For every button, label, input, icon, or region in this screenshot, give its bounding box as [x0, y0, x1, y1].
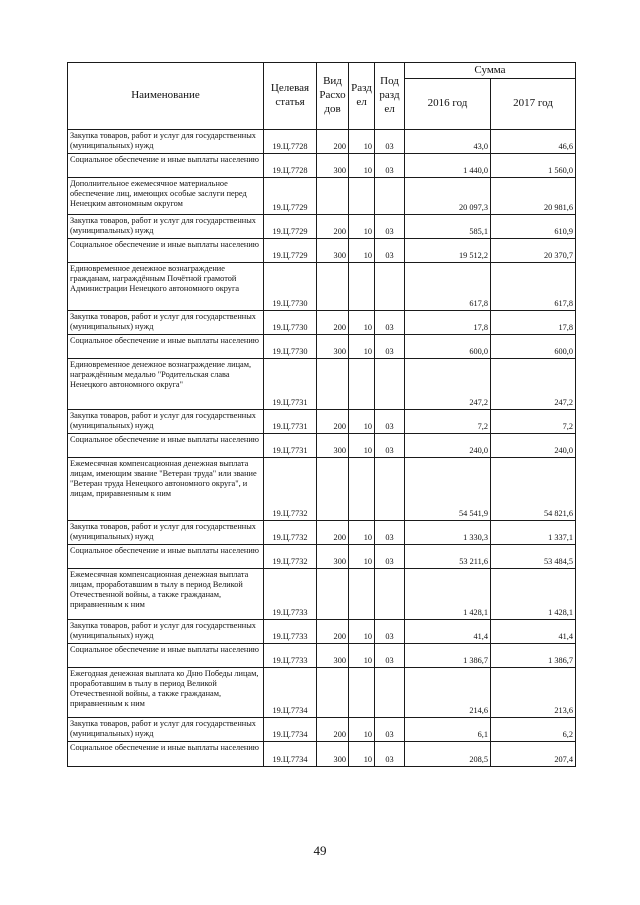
- row-section: [349, 263, 375, 311]
- row-section: 10: [349, 154, 375, 178]
- row-name: Ежемесячная компенсационная денежная выплата лицам, имеющим звание "Ветеран труда" или звание "Ветеран труда Ненецкого автономного округа", и лицам, приравненным к ним: [68, 458, 264, 521]
- row-subsection: 03: [375, 335, 405, 359]
- row-sum-2017: 7,2: [491, 410, 576, 434]
- row-name: Дополнительное ежемесячное материальное обеспечение лиц, имеющих особые заслуги перед Ненецким автономным округом: [68, 178, 264, 215]
- row-target-article: 19.Ц.7731: [264, 410, 317, 434]
- row-name: Закупка товаров, работ и услуг для государственных (муниципальных) нужд: [68, 718, 264, 742]
- row-name: Ежегодная денежная выплата ко Дню Победы лицам, проработавшим в тылу в период Великой Отечественной войны, а также гражданам, приравненным к ним: [68, 668, 264, 718]
- row-section: 10: [349, 620, 375, 644]
- row-target-article: 19.Ц.7731: [264, 434, 317, 458]
- table-row: [68, 311, 576, 335]
- row-name: Социальное обеспечение и иные выплаты населению: [68, 239, 264, 263]
- row-expense-type: 300: [317, 742, 349, 767]
- row-expense-type: [317, 359, 349, 410]
- row-expense-type: 200: [317, 130, 349, 154]
- table-row: [68, 335, 576, 359]
- row-expense-type: 200: [317, 718, 349, 742]
- row-sum-2017: 207,4: [491, 742, 576, 767]
- table-row: [68, 263, 576, 311]
- table-row: [68, 668, 576, 718]
- row-section: 10: [349, 545, 375, 569]
- row-target-article: 19.Ц.7734: [264, 742, 317, 767]
- row-subsection: 03: [375, 239, 405, 263]
- row-sum-2016: 617,8: [405, 263, 491, 311]
- row-section: [349, 359, 375, 410]
- row-subsection: [375, 458, 405, 521]
- row-sum-2017: 610,9: [491, 215, 576, 239]
- row-section: 10: [349, 130, 375, 154]
- row-expense-type: 300: [317, 545, 349, 569]
- row-target-article: 19.Ц.7731: [264, 359, 317, 410]
- header-year-2017: 2017 год: [491, 79, 576, 130]
- row-sum-2016: 585,1: [405, 215, 491, 239]
- table-row: [68, 620, 576, 644]
- row-section: 10: [349, 311, 375, 335]
- row-sum-2017: 1 428,1: [491, 569, 576, 620]
- row-name: Ежемесячная компенсационная денежная выплата лицам, проработавшим в тылу в период Великой Отечественной войны, а также гражданам, приравненным к ним: [68, 569, 264, 620]
- table-row: [68, 359, 576, 410]
- row-subsection: 03: [375, 644, 405, 668]
- row-sum-2016: 53 211,6: [405, 545, 491, 569]
- row-subsection: 03: [375, 434, 405, 458]
- row-section: 10: [349, 239, 375, 263]
- page-number: 49: [313, 843, 327, 858]
- row-sum-2016: 1 386,7: [405, 644, 491, 668]
- row-expense-type: 200: [317, 620, 349, 644]
- table-row: [68, 154, 576, 178]
- row-sum-2016: 214,6: [405, 668, 491, 718]
- row-subsection: 03: [375, 130, 405, 154]
- row-target-article: 19.Ц.7729: [264, 215, 317, 239]
- row-name: Социальное обеспечение и иные выплаты населению: [68, 335, 264, 359]
- row-section: 10: [349, 215, 375, 239]
- row-sum-2017: 17,8: [491, 311, 576, 335]
- row-sum-2016: 17,8: [405, 311, 491, 335]
- row-sum-2017: 46,6: [491, 130, 576, 154]
- table-row: [68, 644, 576, 668]
- table-row: [68, 215, 576, 239]
- row-sum-2017: 247,2: [491, 359, 576, 410]
- row-name: Закупка товаров, работ и услуг для государственных (муниципальных) нужд: [68, 311, 264, 335]
- row-sum-2016: 19 512,2: [405, 239, 491, 263]
- row-target-article: 19.Ц.7729: [264, 239, 317, 263]
- row-section: [349, 569, 375, 620]
- row-expense-type: 200: [317, 410, 349, 434]
- table-row: [68, 569, 576, 620]
- table-row: [68, 458, 576, 521]
- row-sum-2017: 53 484,5: [491, 545, 576, 569]
- row-name: Социальное обеспечение и иные выплаты населению: [68, 434, 264, 458]
- row-expense-type: 300: [317, 154, 349, 178]
- row-expense-type: 300: [317, 644, 349, 668]
- row-target-article: 19.Ц.7733: [264, 644, 317, 668]
- table-row: [68, 178, 576, 215]
- row-expense-type: [317, 458, 349, 521]
- table-row: [68, 545, 576, 569]
- row-sum-2016: 1 428,1: [405, 569, 491, 620]
- row-target-article: 19.Ц.7733: [264, 569, 317, 620]
- row-section: 10: [349, 742, 375, 767]
- row-name: Закупка товаров, работ и услуг для государственных (муниципальных) нужд: [68, 130, 264, 154]
- row-subsection: 03: [375, 620, 405, 644]
- row-sum-2016: 240,0: [405, 434, 491, 458]
- row-sum-2017: 6,2: [491, 718, 576, 742]
- row-section: 10: [349, 644, 375, 668]
- row-name: Социальное обеспечение и иные выплаты населению: [68, 154, 264, 178]
- header-section: Разд ел: [349, 63, 375, 130]
- header-sum: Сумма: [405, 63, 576, 79]
- row-section: 10: [349, 335, 375, 359]
- row-subsection: 03: [375, 742, 405, 767]
- row-section: 10: [349, 521, 375, 545]
- row-target-article: 19.Ц.7734: [264, 668, 317, 718]
- row-name: Социальное обеспечение и иные выплаты населению: [68, 742, 264, 767]
- row-expense-type: 200: [317, 215, 349, 239]
- row-sum-2017: 41,4: [491, 620, 576, 644]
- row-sum-2016: 7,2: [405, 410, 491, 434]
- row-sum-2017: 1 560,0: [491, 154, 576, 178]
- row-subsection: 03: [375, 545, 405, 569]
- row-sum-2016: 43,0: [405, 130, 491, 154]
- row-target-article: 19.Ц.7733: [264, 620, 317, 644]
- row-target-article: 19.Ц.7728: [264, 130, 317, 154]
- row-section: 10: [349, 410, 375, 434]
- row-target-article: 19.Ц.7730: [264, 311, 317, 335]
- row-sum-2016: 208,5: [405, 742, 491, 767]
- table-header: [68, 63, 576, 130]
- row-sum-2017: 1 386,7: [491, 644, 576, 668]
- row-expense-type: 300: [317, 434, 349, 458]
- row-name: Социальное обеспечение и иные выплаты населению: [68, 644, 264, 668]
- row-target-article: 19.Ц.7730: [264, 263, 317, 311]
- row-sum-2016: 600,0: [405, 335, 491, 359]
- row-sum-2016: 247,2: [405, 359, 491, 410]
- row-subsection: 03: [375, 718, 405, 742]
- row-subsection: 03: [375, 311, 405, 335]
- row-sum-2017: 1 337,1: [491, 521, 576, 545]
- row-expense-type: [317, 668, 349, 718]
- row-target-article: 19.Ц.7732: [264, 545, 317, 569]
- row-sum-2017: 20 370,7: [491, 239, 576, 263]
- row-section: 10: [349, 434, 375, 458]
- row-subsection: [375, 263, 405, 311]
- row-target-article: 19.Ц.7734: [264, 718, 317, 742]
- row-section: 10: [349, 718, 375, 742]
- row-sum-2016: 20 097,3: [405, 178, 491, 215]
- row-name: Единовременное денежное вознаграждение гражданам, награждённым Почётной грамотой Администрации Ненецкого автономного округа: [68, 263, 264, 311]
- row-target-article: 19.Ц.7730: [264, 335, 317, 359]
- row-sum-2016: 6,1: [405, 718, 491, 742]
- table-body: [68, 130, 576, 767]
- row-sum-2016: 41,4: [405, 620, 491, 644]
- row-sum-2017: 240,0: [491, 434, 576, 458]
- table-row: [68, 410, 576, 434]
- header-name: Наименование: [68, 63, 264, 130]
- row-expense-type: 300: [317, 335, 349, 359]
- row-subsection: [375, 569, 405, 620]
- row-expense-type: 200: [317, 311, 349, 335]
- row-expense-type: 200: [317, 521, 349, 545]
- row-sum-2017: 213,6: [491, 668, 576, 718]
- row-subsection: [375, 178, 405, 215]
- row-target-article: 19.Ц.7729: [264, 178, 317, 215]
- row-expense-type: 300: [317, 239, 349, 263]
- row-target-article: 19.Ц.7732: [264, 521, 317, 545]
- row-sum-2017: 617,8: [491, 263, 576, 311]
- row-sum-2017: 54 821,6: [491, 458, 576, 521]
- row-sum-2016: 54 541,9: [405, 458, 491, 521]
- table-row: [68, 239, 576, 263]
- row-sum-2016: 1 330,3: [405, 521, 491, 545]
- row-sum-2017: 20 981,6: [491, 178, 576, 215]
- row-name: Закупка товаров, работ и услуг для государственных (муниципальных) нужд: [68, 620, 264, 644]
- row-name: Единовременное денежное вознаграждение лицам, награждённым медалью "Родительская слава Ненецкого автономного округа": [68, 359, 264, 410]
- table-row: [68, 130, 576, 154]
- table-row: [68, 718, 576, 742]
- budget-table: [67, 62, 576, 767]
- row-sum-2017: 600,0: [491, 335, 576, 359]
- row-subsection: 03: [375, 410, 405, 434]
- table-row: [68, 521, 576, 545]
- row-subsection: 03: [375, 154, 405, 178]
- row-subsection: [375, 668, 405, 718]
- row-name: Социальное обеспечение и иные выплаты населению: [68, 545, 264, 569]
- row-expense-type: [317, 569, 349, 620]
- row-expense-type: [317, 178, 349, 215]
- row-subsection: [375, 359, 405, 410]
- row-target-article: 19.Ц.7728: [264, 154, 317, 178]
- header-expense-type: Вид Расхо дов: [317, 63, 349, 130]
- row-name: Закупка товаров, работ и услуг для государственных (муниципальных) нужд: [68, 521, 264, 545]
- row-section: [349, 458, 375, 521]
- row-sum-2016: 1 440,0: [405, 154, 491, 178]
- table-row: [68, 434, 576, 458]
- row-section: [349, 668, 375, 718]
- row-name: Закупка товаров, работ и услуг для государственных (муниципальных) нужд: [68, 215, 264, 239]
- row-section: [349, 178, 375, 215]
- row-name: Закупка товаров, работ и услуг для государственных (муниципальных) нужд: [68, 410, 264, 434]
- header-target-article: Целевая статья: [264, 63, 317, 130]
- table-row: [68, 742, 576, 767]
- row-expense-type: [317, 263, 349, 311]
- header-year-2016: 2016 год: [405, 79, 491, 130]
- row-subsection: 03: [375, 215, 405, 239]
- row-target-article: 19.Ц.7732: [264, 458, 317, 521]
- row-subsection: 03: [375, 521, 405, 545]
- header-subsection: Под разд ел: [375, 63, 405, 130]
